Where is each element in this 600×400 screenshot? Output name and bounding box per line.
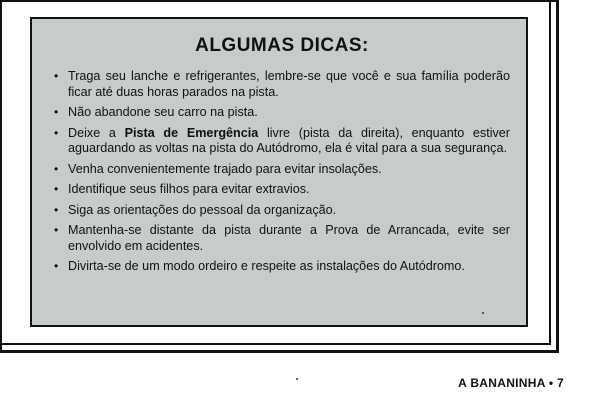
bullet-icon: •	[54, 223, 59, 237]
page-border-right-inner	[549, 0, 551, 345]
tip-text-pre: Deixe a	[68, 125, 125, 140]
page-footer: A BANANINHA • 7	[458, 376, 564, 390]
bullet-icon: •	[54, 161, 59, 176]
page-border-right-outer	[556, 0, 559, 352]
tip-item	[54, 203, 510, 219]
bullet-icon: •	[54, 259, 59, 273]
tip-item	[54, 105, 510, 121]
bullet-icon: •	[54, 202, 59, 217]
tip-text-post: livre (pista da direita), enquanto estiver aguardando as voltas na pista do Autódromo, ela é vital para a sua segurança.	[68, 125, 510, 155]
tip-text: Não abandone seu carro na pista.	[68, 105, 258, 119]
tip-item	[54, 182, 510, 198]
print-speck	[296, 378, 298, 380]
tip-text: Mantenha-se distante da pista durante a Prova de Arrancada, evite ser envolvido em acidentes.	[68, 223, 510, 253]
tip-text: Venha convenientemente trajado para evitar insolações.	[68, 161, 382, 176]
tips-title: ALGUMAS DICAS:	[195, 35, 369, 56]
page-border-left	[0, 0, 2, 353]
page-border-bottom-outer	[0, 350, 559, 353]
tip-text-emphasis: Pista de Emergência	[124, 125, 259, 140]
page-border-bottom-inner	[0, 343, 551, 345]
tip-item	[54, 223, 510, 254]
bullet-icon: •	[54, 69, 59, 83]
tip-item	[54, 126, 510, 157]
tip-text: Siga as orientações do pessoal da organização.	[68, 202, 337, 217]
tips-box	[30, 17, 528, 327]
bullet-icon: •	[54, 125, 59, 140]
tip-text: Identifique seus filhos para evitar extravios.	[68, 182, 310, 196]
page-border-top	[0, 0, 559, 2]
print-speck	[482, 312, 484, 314]
tip-item	[54, 259, 510, 275]
tip-item	[54, 69, 510, 100]
bullet-icon: •	[54, 182, 59, 196]
tip-item	[54, 162, 510, 178]
bullet-icon: •	[54, 105, 59, 119]
tips-list	[54, 69, 510, 275]
tip-text: Traga seu lanche e refrigerantes, lembre-se que você e sua família poderão ficar até duas horas parados na pista.	[68, 69, 510, 99]
tip-text: Divirta-se de um modo ordeiro e respeite as instalações do Autódromo.	[68, 259, 465, 273]
